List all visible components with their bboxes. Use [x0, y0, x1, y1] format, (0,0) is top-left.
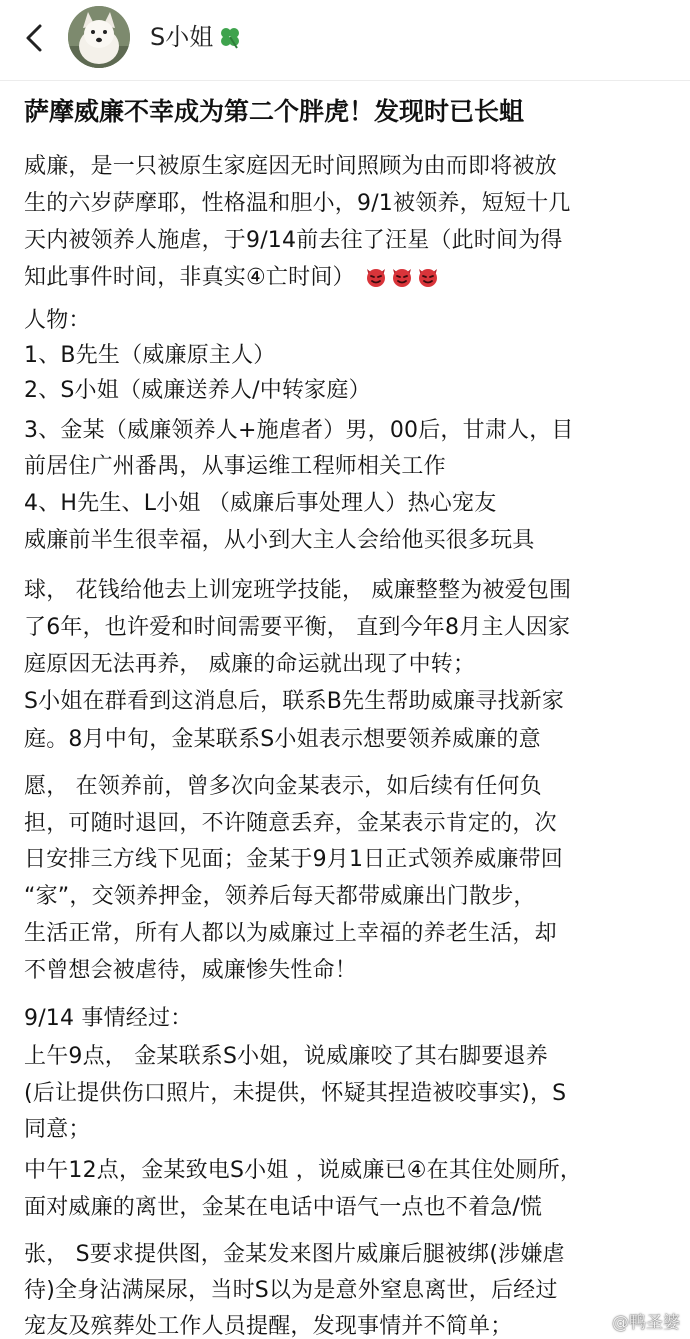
post-line: 宠友及殡葬处工作人员提醒，发现事情并不简单；	[24, 1314, 513, 1339]
post-line: 面对威廉的离世，金某在电话中语气一点也不着急/慌	[24, 1195, 543, 1220]
devil-face-icon	[390, 264, 414, 288]
post-line: 庭。8月中旬，金某联系S小姐表示想要领养威廉的意	[24, 727, 541, 752]
post-line: 9/14 事情经过：	[24, 1006, 193, 1031]
post-line: 威廉前半生很幸福，从小到大主人会给他买很多玩具	[24, 528, 535, 553]
post-line: 威廉，是一只被原生家庭因无时间照顾为由而即将被放	[24, 154, 557, 179]
back-button[interactable]	[14, 18, 54, 58]
username[interactable]	[150, 20, 243, 54]
post-line: 1、B先生（威廉原主人）	[24, 343, 276, 368]
devil-face-icon	[364, 264, 388, 288]
post-line: 上午9点， 金某联系S小姐，说威廉咬了其右脚要退养	[24, 1044, 548, 1069]
watermark-text: @鸭圣婆	[612, 1313, 680, 1333]
post-line: (后让提供伤口照片，未提供，怀疑其捏造被咬事实)，S	[24, 1081, 567, 1106]
post-line: 生活正常，所有人都以为威廉过上幸福的养老生活，却	[24, 921, 557, 946]
post-line: 同意；	[24, 1117, 91, 1142]
username-text: S小姐	[150, 23, 214, 51]
post-line: 生的六岁萨摩耶，性格温和胆小，9/1被领养，短短十几	[24, 191, 571, 216]
top-bar	[0, 0, 690, 81]
post-line: 2、S小姐（威廉送养人/中转家庭）	[24, 378, 371, 403]
chevron-left-icon	[23, 23, 45, 53]
four-leaf-clover-icon	[217, 24, 243, 50]
post-line: 庭原因无法再养， 威廉的命运就出现了中转；	[24, 652, 476, 677]
post-line-text: 知此事件时间，非真实④亡时间）	[24, 265, 355, 290]
post-line: 日安排三方线下见面；金某于9月1日正式领养威廉带回	[24, 847, 563, 872]
post-line: 不曾想会被虐待，威廉惨失性命！	[24, 958, 358, 983]
weibo-logo-icon	[588, 1312, 608, 1330]
post-line: 天内被领养人施虐，于9/14前去往了汪星（此时间为得	[24, 228, 563, 253]
post-line: 人物：	[24, 308, 91, 333]
post-content	[0, 80, 690, 1339]
post-line: 前居住广州番禺，从事运维工程师相关工作	[24, 454, 446, 479]
post-line: 4、H先生、L小姐 （威廉后事处理人）热心宠友	[24, 491, 497, 516]
samoyed-avatar-icon	[68, 6, 130, 68]
post-line: 待)全身沾满屎尿，当时S以为是意外窒息离世，后经过	[24, 1278, 558, 1303]
post-line: 张， S要求提供图，金某发来图片威廉后腿被绑(涉嫌虐	[24, 1242, 565, 1267]
post-line: 了6年，也许爱和时间需要平衡， 直到今年8月主人因家	[24, 615, 571, 640]
post-line: 球， 花钱给他去上训宠班学技能， 威廉整整为被爱包围	[24, 578, 572, 603]
post-line-with-emoji	[24, 260, 674, 296]
post-line: S小姐在群看到这消息后，联系B先生帮助威廉寻找新家	[24, 689, 565, 714]
devil-face-icon	[416, 264, 440, 288]
post-line: 愿， 在领养前，曾多次向金某表示，如后续有任何负	[24, 774, 542, 799]
post-line: 担，可随时退回，不许随意丢弃，金某表示肯定的，次	[24, 811, 557, 836]
post-line: “家”，交领养押金，领养后每天都带威廉出门散步，	[24, 884, 536, 909]
avatar[interactable]	[68, 6, 130, 68]
post-line: 3、金某（威廉领养人+施虐者）男，00后，甘肃人，目	[24, 418, 574, 443]
watermark	[588, 1308, 680, 1333]
post-title: 萨摩威廉不幸成为第二个胖虎！发现时已长蛆	[24, 97, 525, 126]
post-line: 中午12点，金某致电S小姐 ，说威廉已④在其住处厕所，	[24, 1158, 583, 1183]
